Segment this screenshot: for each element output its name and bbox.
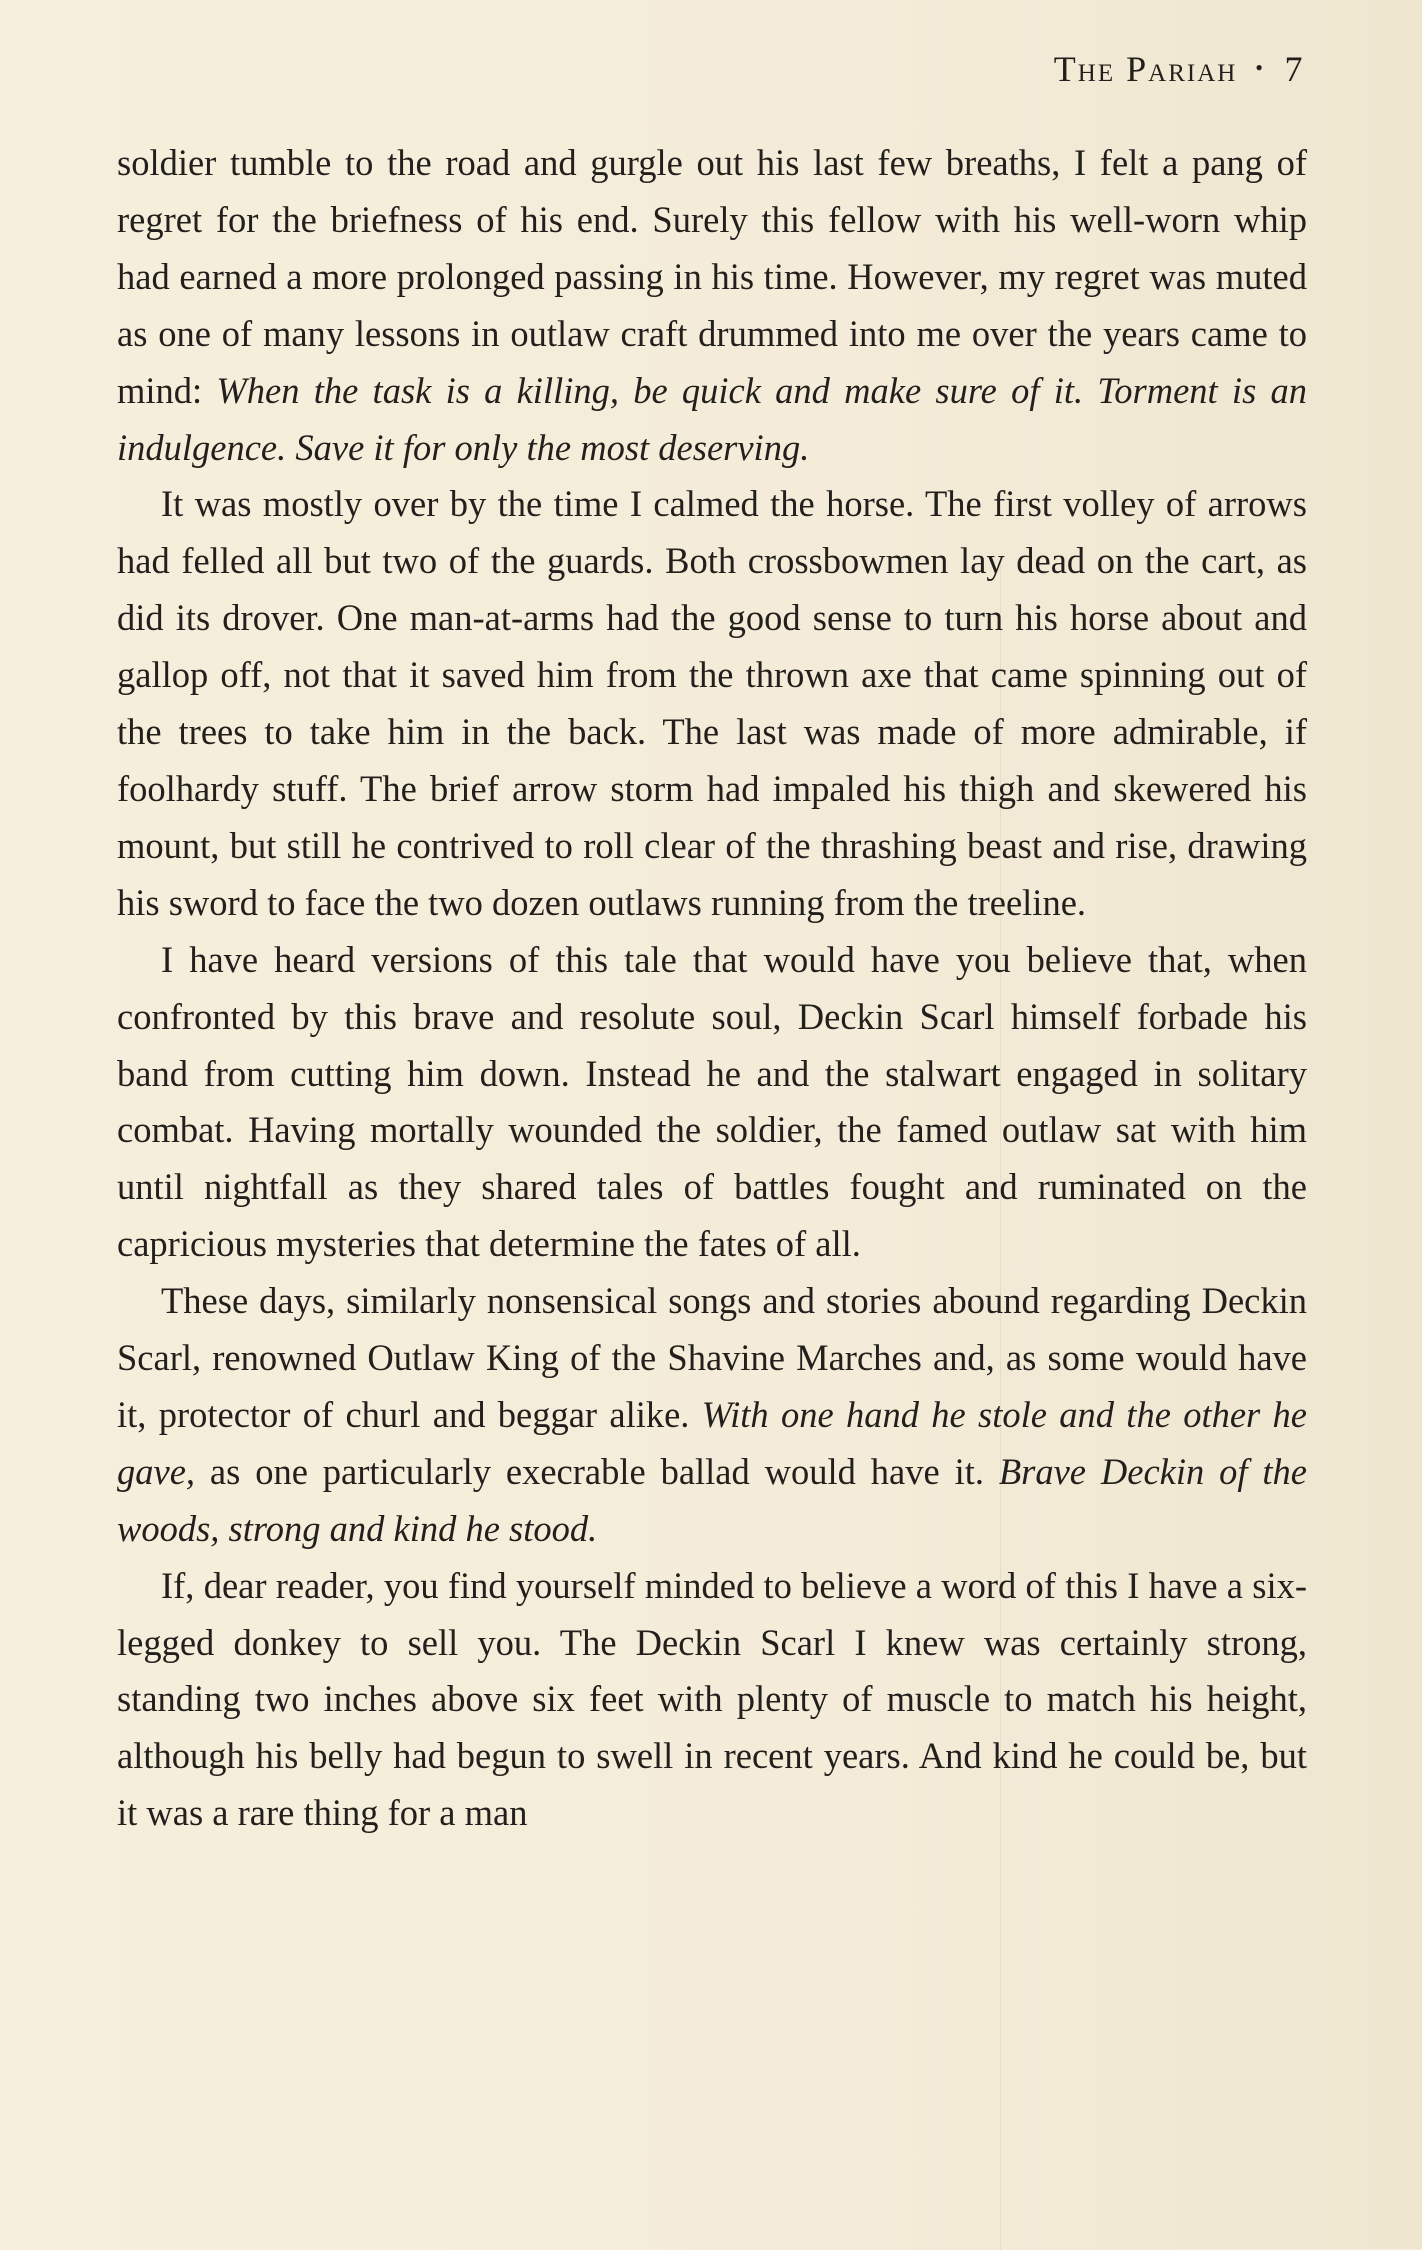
- text-run: soldier tumble to the road and gurgle out his last few breaths, I felt a pang of regret for the briefness of his end. Surely this fellow with his well-worn whip had earned a more prolonged passing in his time. However, my regret was muted as one of many lessons in outlaw craft drummed into me over the years came to mind:: [117, 142, 1307, 411]
- text-run: I have heard versions of this tale that would have you believe that, when confronted by this brave and resolute soul, Deckin Scarl himself forbade his band from cutting him down. Instead he and the stalwart engaged in solitary combat. Having mortally wounded the soldier, the famed outlaw sat with him until nightfall as they shared tales of battles fought and ruminated on the capricious mysteries that determine the fates of all.: [117, 938, 1307, 1265]
- page-number: 7: [1284, 49, 1304, 89]
- italic-text-run: With one hand he stole and the other he gave,: [117, 1393, 1307, 1492]
- paragraph: [117, 1558, 1307, 1843]
- italic-text-run: When the task is a killing, be quick and make sure of it. Torment is an indulgence. Save it for only the most deserving.: [117, 369, 1307, 468]
- text-run: If, dear reader, you find yourself minded to believe a word of this I have a six-legged donkey to sell you. The Deckin Scarl I knew was certainly strong, standing two inches above six feet with plenty of muscle to match his height, although his belly had begun to swell in recent years. And kind he could be, but it was a rare thing for a man: [117, 1564, 1307, 1834]
- body-text: [117, 135, 1307, 1842]
- header-bullet: •: [1255, 55, 1265, 80]
- paragraph: [117, 932, 1307, 1273]
- text-run: It was mostly over by the time I calmed the horse. The first volley of arrows had felled all but two of the guards. Both crossbowmen lay dead on the cart, as did its drover. One man-at-arms had the good sense to turn his horse about and gallop off, not that it saved him from the thrown axe that came spinning out of the trees to take him in the back. The last was made of more admirable, if foolhardy stuff. The brief arrow storm had impaled his thigh and skewered his mount, but still he contrived to roll clear of the thrashing beast and rise, drawing his sword to face the two dozen outlaws running from the treeline.: [117, 483, 1307, 923]
- italic-text-run: Brave Deckin of the woods, strong and kind he stood.: [117, 1450, 1307, 1549]
- running-header: [1054, 48, 1304, 90]
- paragraph: [117, 476, 1307, 931]
- running-header-title: The Pariah: [1053, 49, 1238, 89]
- paragraph: [117, 135, 1307, 476]
- paragraph: [117, 1273, 1307, 1558]
- text-run: These days, similarly nonsensical songs and stories abound regarding Deckin Scarl, renowned Outlaw King of the Shavine Marches and, as some would have it, protector of churl and beggar alike.: [117, 1280, 1307, 1435]
- text-run: as one particularly execrable ballad would have it.: [195, 1450, 999, 1492]
